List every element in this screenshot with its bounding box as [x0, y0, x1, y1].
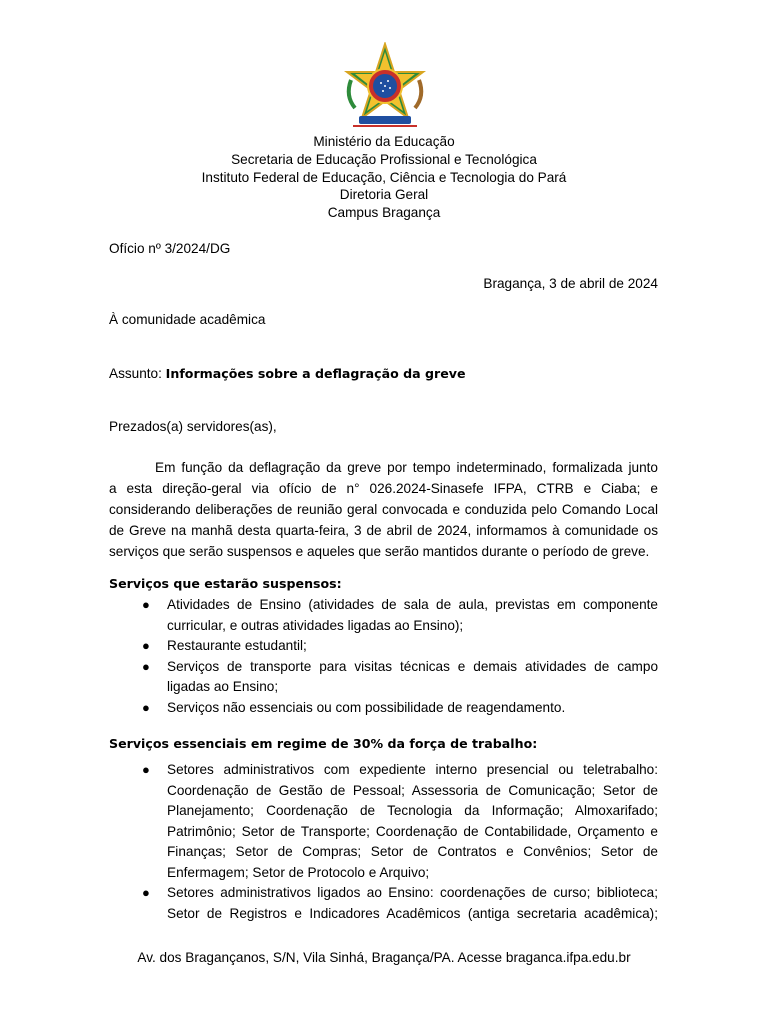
paragraph-line: Em função da deflagração da greve por tempo indeterminado, formalizada junto	[155, 460, 658, 475]
list-item-line: Serviços não essenciais ou com possibilidade de reagendamento.	[167, 699, 566, 715]
list-item-line: Patrimônio; Setor de Transporte; Coordenação de Contabilidade, Orçamento e	[167, 823, 658, 839]
subject-line	[109, 364, 466, 384]
list-item	[109, 698, 658, 719]
list-item	[109, 883, 658, 924]
subject-text: Informações sobre a deflagração da greve	[165, 366, 466, 381]
header-line-ministry: Ministério da Educação	[313, 134, 455, 149]
list-item	[109, 595, 658, 636]
bullet-icon: ●	[142, 638, 150, 653]
list-item-line: Serviços de transporte para visitas técnicas e demais atividades de campo	[167, 658, 658, 674]
list-item	[109, 657, 658, 698]
list-item-line: Setores administrativos com expediente interno presencial ou teletrabalho:	[167, 762, 658, 777]
suspended-services-title: Serviços que estarão suspensos:	[109, 576, 342, 591]
paragraph-line: considerando deliberações de reunião geral convocada e conduzida pelo Comando Local	[109, 502, 658, 517]
header-line-campus: Campus Bragança	[327, 205, 441, 221]
list-item-line: Setores administrativos ligados ao Ensino: coordenações de curso; biblioteca;	[167, 885, 658, 900]
list-item-line: Enfermagem; Setor de Protocolo e Arquivo;	[167, 864, 430, 880]
paragraph-line: serviços que serão suspensos e aqueles que serão mantidos durante o período de greve.	[109, 544, 650, 559]
suspended-services-list	[109, 595, 658, 718]
header-line-directorate: Diretoria Geral	[339, 187, 429, 203]
recipient: À comunidade acadêmica	[109, 312, 266, 327]
list-item-line: Setor de Registros e Indicadores Acadêmicos (antiga secretaria acadêmica);	[167, 905, 658, 921]
list-item	[109, 636, 658, 657]
bullet-icon: ●	[142, 885, 150, 900]
list-item-line: Planejamento; Coordenação de Tecnologia da Informação; Almoxarifado;	[167, 803, 658, 818]
list-item-line: curricular, e outras atividades ligadas ao Ensino);	[167, 617, 464, 633]
subject-label: Assunto:	[109, 366, 166, 381]
footer-address: Av. dos Bragançanos, S/N, Vila Sinhá, Bragança/PA. Acesse braganca.ifpa.edu.br	[137, 950, 631, 965]
paragraph-line: de Greve na manhã desta quarta-feira, 3 de abril de 2024, informamos à comunidade os	[109, 523, 658, 538]
list-item-line: Coordenação de Gestão de Pessoal; Assessoria de Comunicação; Setor de	[167, 782, 658, 798]
document-number: Ofício nº 3/2024/DG	[109, 241, 231, 256]
header-line-secretariat: Secretaria de Educação Profissional e Tecnológica	[231, 151, 537, 167]
bullet-icon: ●	[142, 597, 150, 612]
document-date: Bragança, 3 de abril de 2024	[483, 276, 658, 291]
paragraph-line: a esta direção-geral via ofício de n° 026.2024-Sinasefe IFPA, CTRB e Ciaba; e	[109, 481, 658, 496]
letterhead	[0, 133, 768, 222]
body-paragraph	[109, 457, 658, 562]
list-item-line: Atividades de Ensino (atividades de sala de aula, previstas em componente	[167, 597, 658, 612]
list-item-line: ligadas ao Ensino;	[167, 679, 279, 694]
header-line-institute: Instituto Federal de Educação, Ciência e Tecnologia do Pará	[201, 169, 567, 185]
list-item	[109, 760, 658, 883]
bullet-icon: ●	[142, 658, 150, 674]
greeting: Prezados(a) servidores(as),	[109, 419, 277, 434]
bullet-icon: ●	[142, 762, 150, 777]
list-item-line: Restaurante estudantil;	[167, 638, 307, 653]
essential-services-list	[109, 760, 658, 924]
bullet-icon: ●	[142, 699, 150, 715]
coat-of-arms-seal	[340, 42, 430, 132]
list-item-line: Finanças; Setor de Compras; Setor de Contratos e Convênios; Setor de	[167, 844, 658, 859]
essential-services-title: Serviços essenciais em regime de 30% da força de trabalho:	[109, 736, 538, 751]
